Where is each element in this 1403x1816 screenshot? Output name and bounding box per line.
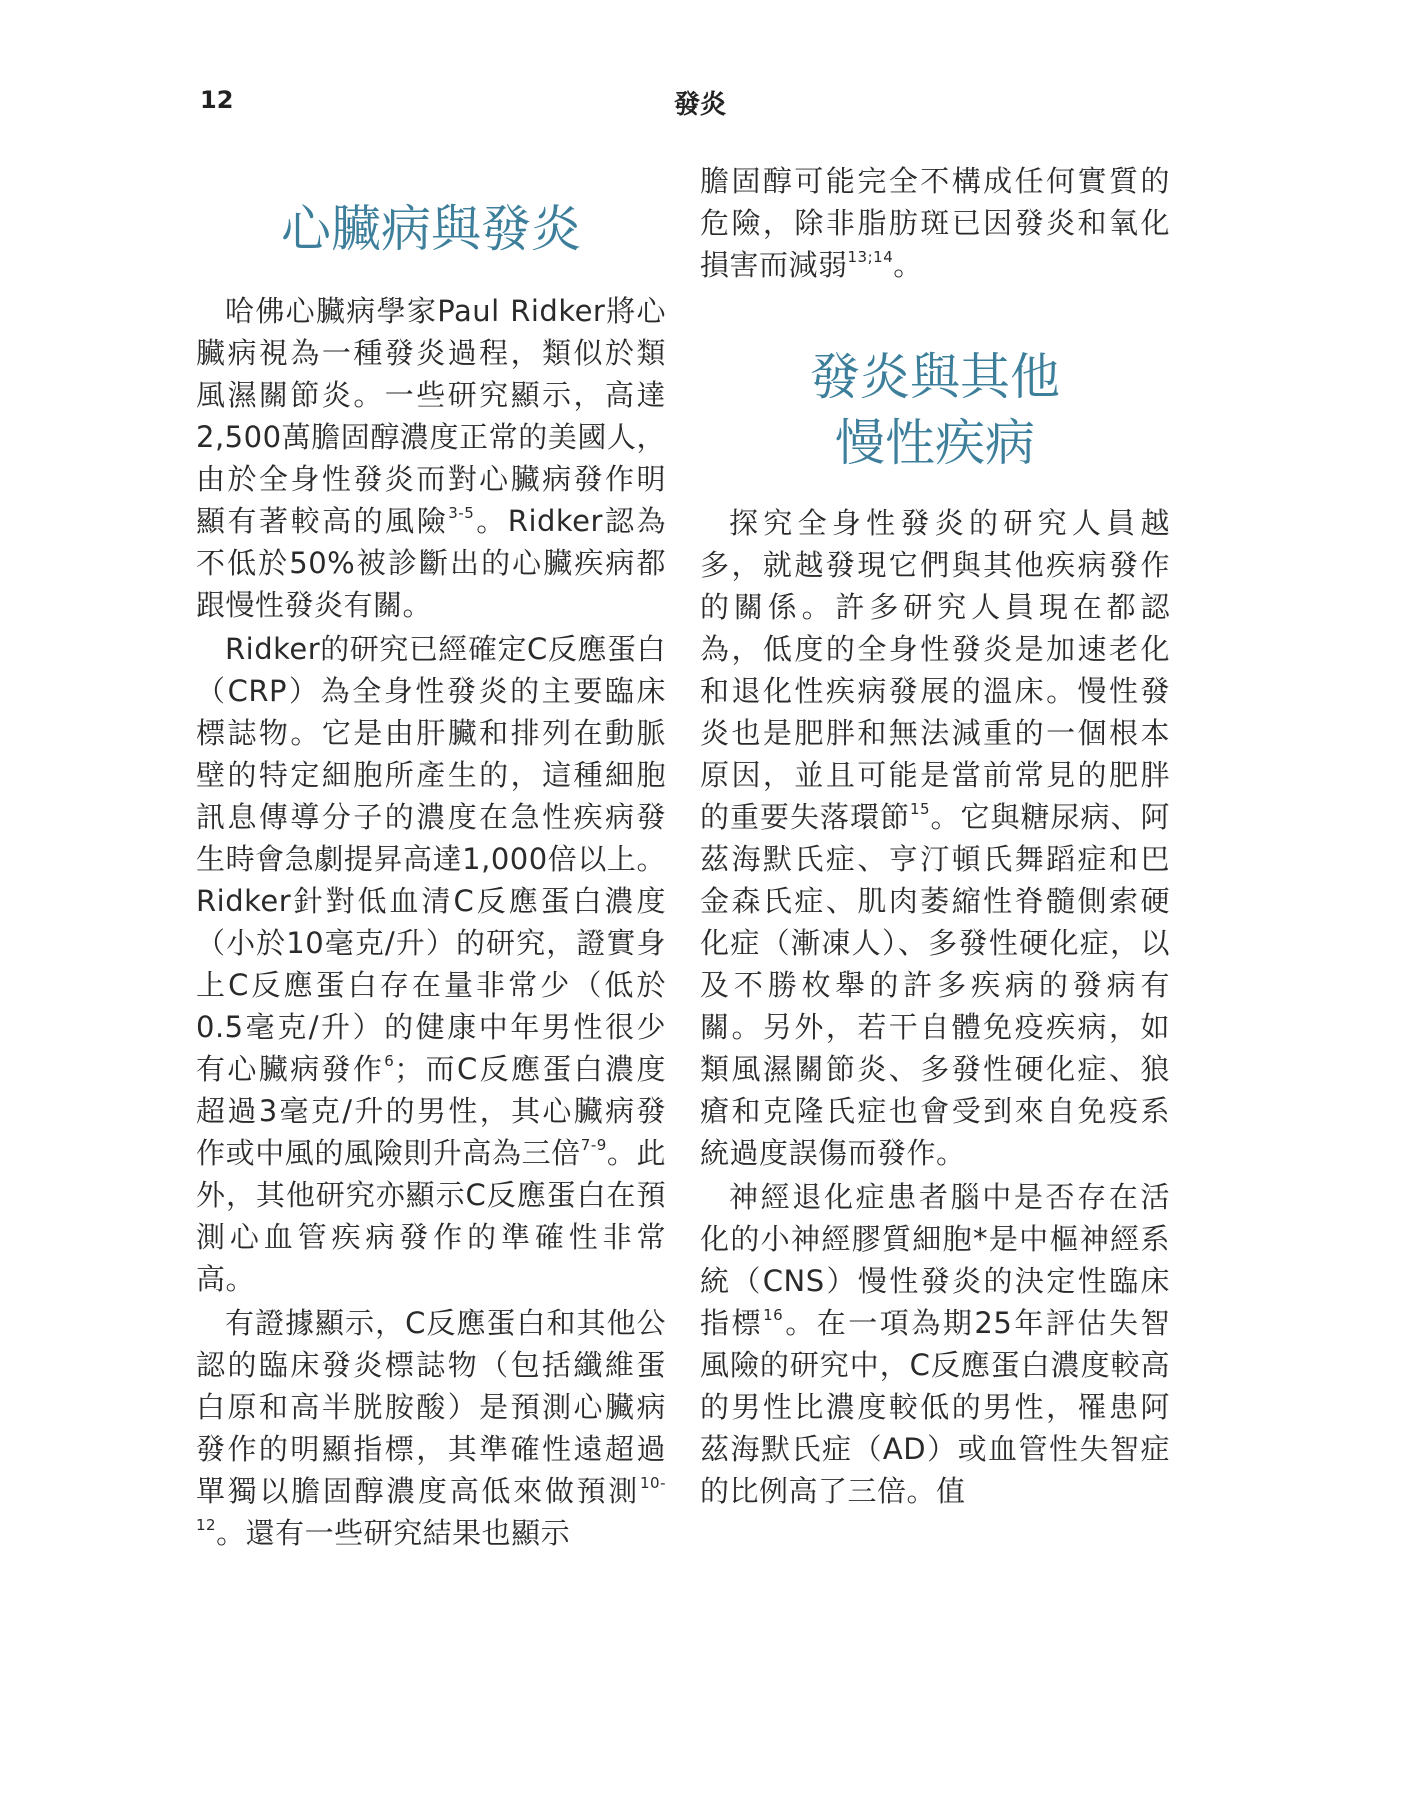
section-title-chronic-disease <box>700 344 1170 476</box>
title-line: 發炎與其他 <box>810 348 1060 406</box>
section-title-heart-disease: 心臟病與發炎 <box>281 200 581 258</box>
reference-superscript: 10-12 <box>196 1474 666 1535</box>
paragraph: Ridker的研究已經確定C反應蛋白（CRP）為全身性發炎的主要臨床標誌物。它是由肝臟和排列在動脈壁的特定細胞所產生的，這種細胞訊息傳導分子的濃度在急性疾病發生時會急劇提昇高達1,000倍以上。Ridker針對低血清C反應蛋白濃度（小於10毫克/升）的研究，證實身上C反應蛋白存在量非常少（低於0.5毫克/升）的健康中年男性很少有心臟病發作$^6$；而C反應蛋白濃度超過3毫克/升的男性，其心臟病發作或中風的風險則升高為三倍$^{7-9}$。此外，其他研究亦顯示C反應蛋白在預測心血管疾病發作的準確性非常高。 <box>196 632 666 1296</box>
reference-superscript: 6 <box>384 1052 395 1071</box>
reference-superscript: 3-5 <box>448 504 475 523</box>
paragraph: 哈佛心臟病學家Paul Ridker將心臟病視為一種發炎過程，類似於類風濕關節炎。一些研究顯示，高達2,500萬膽固醇濃度正常的美國人，由於全身性發炎而對心臟病發作明顯有著較高的風險$^{3-5}$。Ridker認為不低於50%被診斷出的心臟疾病都跟慢性發炎有關。 <box>196 294 666 622</box>
page-number: 12 <box>200 86 234 114</box>
paragraph: 有證據顯示，C反應蛋白和其他公認的臨床發炎標誌物（包括纖維蛋白原和高半胱胺酸）是預測心臟病發作的明顯指標，其準確性遠超過單獨以膽固醇濃度高低來做預測$^{10-12}$。還有一些研究結果也顯示 <box>196 1306 666 1550</box>
reference-superscript: 16 <box>763 1306 784 1325</box>
left-column <box>196 160 666 1554</box>
right-column <box>700 160 1170 1512</box>
reference-superscript: 7-9 <box>580 1136 607 1155</box>
reference-superscript: 15 <box>909 800 931 819</box>
reference-superscript: 13;14 <box>847 248 894 267</box>
paragraph: 神經退化症患者腦中是否存在活化的小神經膠質細胞*是中樞神經系統（CNS）慢性發炎的決定性臨床指標$^{16}$。在一項為期25年評估失智風險的研究中，C反應蛋白濃度較高的男性比濃度較低的男性，罹患阿茲海默氏症（AD）或血管性失智症的比例高了三倍。值 <box>700 1180 1170 1508</box>
paragraph: 探究全身性發炎的研究人員越多，就越發現它們與其他疾病發作的關係。許多研究人員現在都認為，低度的全身性發炎是加速老化和退化性疾病發展的溫床。慢性發炎也是肥胖和無法減重的一個根本原因，並且可能是當前常見的肥胖的重要失落環節$^{15}$。它與糖尿病、阿茲海默氏症、亨汀頓氏舞蹈症和巴金森氏症、肌肉萎縮性脊髓側索硬化症（漸凍人）、多發性硬化症，以及不勝枚舉的許多疾病的發病有關。另外，若干自體免疫疾病，如類風濕關節炎、多發性硬化症、狼瘡和克隆氏症也會受到來自免疫系統過度誤傷而發作。 <box>700 506 1170 1170</box>
running-head: 發炎 <box>673 90 726 120</box>
continuation-paragraph: 膽固醇可能完全不構成任何實質的危險，除非脂肪斑已因發炎和氧化損害而減弱$^{13;14}$。 <box>700 164 1170 282</box>
title-line: 慢性疾病 <box>835 414 1035 472</box>
